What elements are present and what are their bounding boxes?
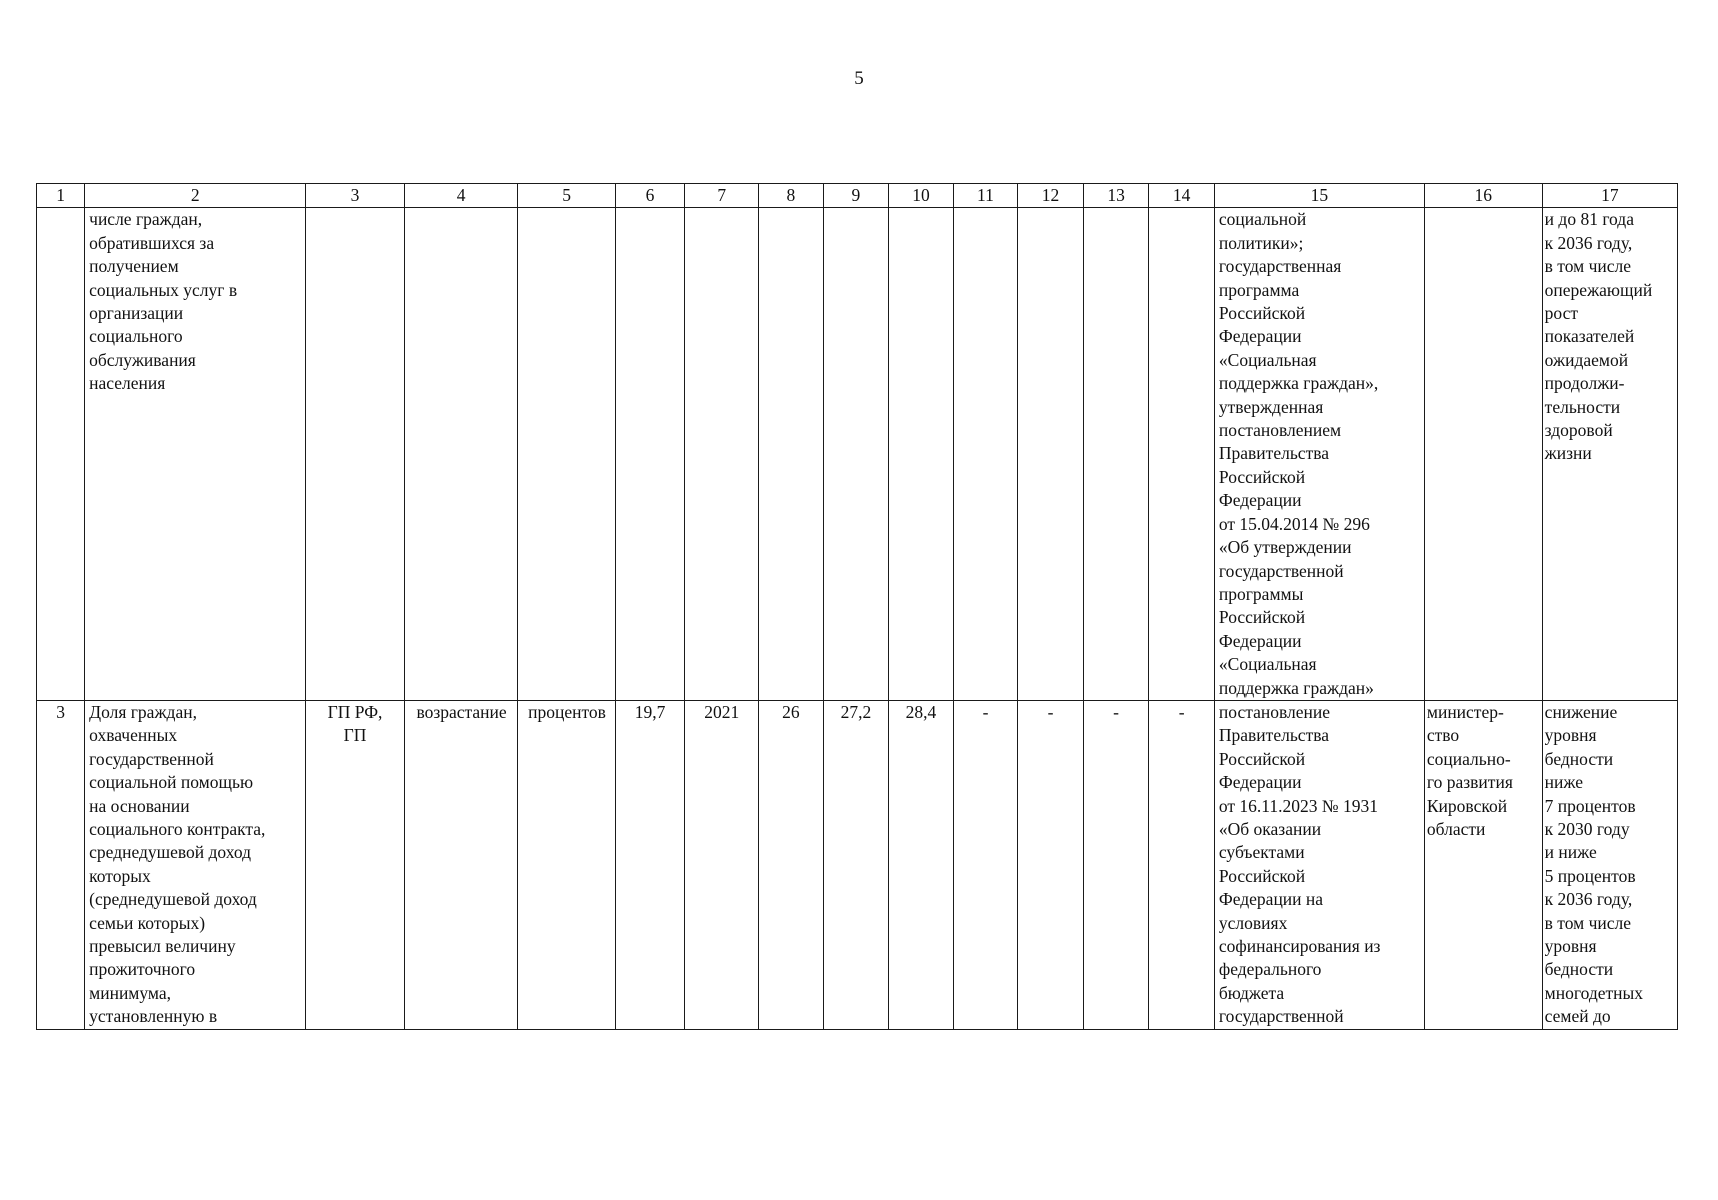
table-cell-national-goal: снижение уровня бедности ниже 7 процентов к 2030 году и ниже 5 процентов к 2036 году, в том числе уровня бедности многодетных семей до [1542, 700, 1677, 1029]
column-header: 12 [1018, 184, 1084, 208]
column-header: 2 [85, 184, 306, 208]
table-cell-document: постановление Правительства Российской Федерации от 16.11.2023 № 1931 «Об оказании субъектами Российской Федерации на условиях софинансирования из федерального бюджета государственной [1214, 700, 1424, 1029]
table-cell-value [1083, 208, 1149, 701]
column-header: 13 [1083, 184, 1149, 208]
table-cell-trend: возрастание [404, 700, 518, 1029]
column-header: 15 [1214, 184, 1424, 208]
table-cell-unit: процентов [518, 700, 615, 1029]
table-cell-value [823, 208, 889, 701]
table-cell-indicator-name: Доля граждан, охваченных государственной социальной помощью на основании социального контракта, среднедушевой доход которых (среднедушевой доход семьи которых) превысил величину прожиточного минимума, установленную в [85, 700, 306, 1029]
table-cell-value: - [953, 700, 1018, 1029]
column-header: 11 [953, 184, 1018, 208]
table-cell-base-year: 2021 [685, 700, 759, 1029]
table-cell-value: - [1083, 700, 1149, 1029]
column-header: 8 [759, 184, 824, 208]
column-header: 7 [685, 184, 759, 208]
table-cell-value: 26 [759, 700, 824, 1029]
column-header: 14 [1149, 184, 1215, 208]
table-cell-value: - [1018, 700, 1084, 1029]
indicator-table [36, 183, 1678, 1030]
table-cell-value [889, 208, 954, 701]
column-header: 10 [889, 184, 954, 208]
column-header: 9 [823, 184, 889, 208]
column-header: 17 [1542, 184, 1677, 208]
table-header-row [37, 184, 1678, 208]
table-cell-value [953, 208, 1018, 701]
table-cell-base-value [615, 208, 685, 701]
table-row [37, 700, 1678, 1029]
table-cell-base-year [685, 208, 759, 701]
table-cell-responsible [1424, 208, 1542, 701]
column-header: 3 [306, 184, 404, 208]
table-cell-base-value: 19,7 [615, 700, 685, 1029]
table-cell-level: ГП РФ, ГП [306, 700, 404, 1029]
column-header: 5 [518, 184, 615, 208]
table-cell-trend [404, 208, 518, 701]
table-cell-value: - [1149, 700, 1215, 1029]
table-cell-document: социальной политики»; государственная программа Российской Федерации «Социальная поддержка граждан», утвержденная постановлением Правительства Российской Федерации от 15.04.2014 № 296 «Об утверждении государственной программы Российской Федерации «Социальная поддержка граждан» [1214, 208, 1424, 701]
table-cell-number: 3 [37, 700, 85, 1029]
table-cell-responsible: министер- ство социально- го развития Кировской области [1424, 700, 1542, 1029]
column-header: 1 [37, 184, 85, 208]
table-cell-indicator-name: числе граждан, обратившихся за получением социальных услуг в организации социального обслуживания населения [85, 208, 306, 701]
column-header: 4 [404, 184, 518, 208]
table-cell-value [1018, 208, 1084, 701]
column-header: 16 [1424, 184, 1542, 208]
table-cell-national-goal: и до 81 года к 2036 году, в том числе опережающий рост показателей ожидаемой продолжи- тельности здоровой жизни [1542, 208, 1677, 701]
column-header: 6 [615, 184, 685, 208]
table-cell-number [37, 208, 85, 701]
table-cell-unit [518, 208, 615, 701]
table-cell-value: 27,2 [823, 700, 889, 1029]
table-cell-value: 28,4 [889, 700, 954, 1029]
table-row [37, 208, 1678, 701]
table-cell-value [759, 208, 824, 701]
table-cell-value [1149, 208, 1215, 701]
page-number: 5 [854, 68, 864, 89]
table-cell-level [306, 208, 404, 701]
